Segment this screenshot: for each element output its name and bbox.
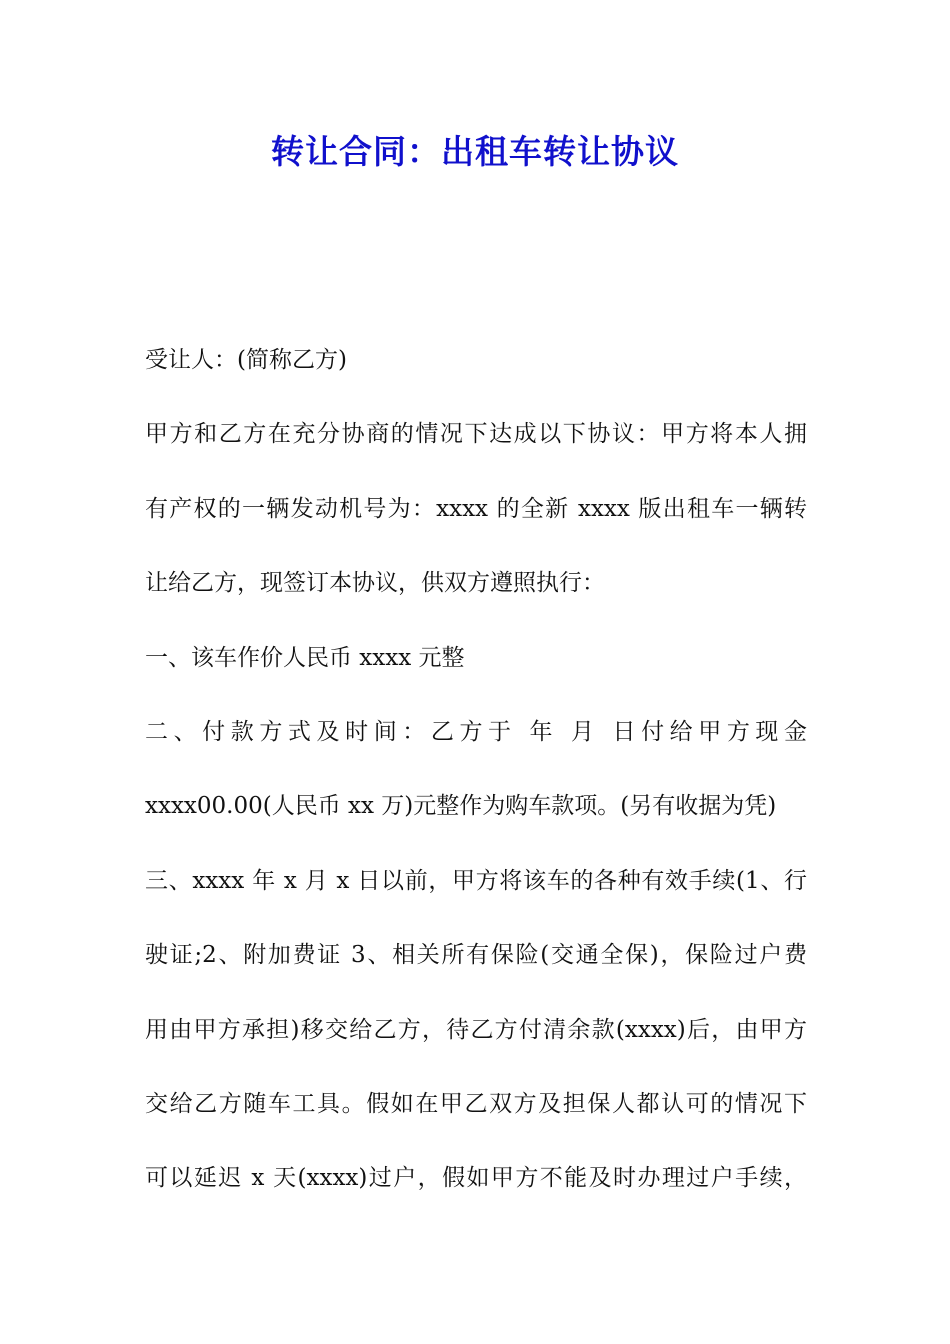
body-line-11: 交给乙方随车工具。假如在甲乙双方及担保人都认可的情况下 bbox=[145, 1090, 807, 1117]
body-line-7: xxxx00.00(人民币 xx 万)元整作为购车款项。(另有收据为凭) bbox=[145, 793, 777, 820]
body-line-5: 一、该车作价人民币 xxxx 元整 bbox=[145, 644, 465, 671]
body-line-3: 有产权的一辆发动机号为：xxxx 的全新 xxxx 版出租车一辆转 bbox=[145, 495, 807, 522]
body-line-8: 三、xxxx 年 x 月 x 日以前，甲方将该车的各种有效手续(1、行 bbox=[145, 867, 807, 894]
body-line-10: 用由甲方承担)移交给乙方，待乙方付清余款(xxxx)后，由甲方 bbox=[145, 1016, 807, 1043]
body-line-9: 驶证;2、附加费证 3、相关所有保险(交通全保)，保险过户费 bbox=[145, 942, 807, 969]
document-body bbox=[145, 336, 807, 1229]
body-line-12: 可以延迟 x 天(xxxx)过户，假如甲方不能及时办理过户手续， bbox=[145, 1165, 807, 1192]
body-line-1: 受让人：(简称乙方) bbox=[145, 347, 347, 373]
body-line-2: 甲方和乙方在充分协商的情况下达成以下协议：甲方将本人拥 bbox=[145, 421, 807, 448]
document-title: 转让合同：出租车转让协议 bbox=[271, 132, 679, 171]
body-line-6: 二、付款方式及时间：乙方于 年 月 日付给甲方现金 bbox=[145, 718, 807, 745]
body-line-4: 让给乙方，现签订本协议，供双方遵照执行： bbox=[145, 570, 605, 597]
